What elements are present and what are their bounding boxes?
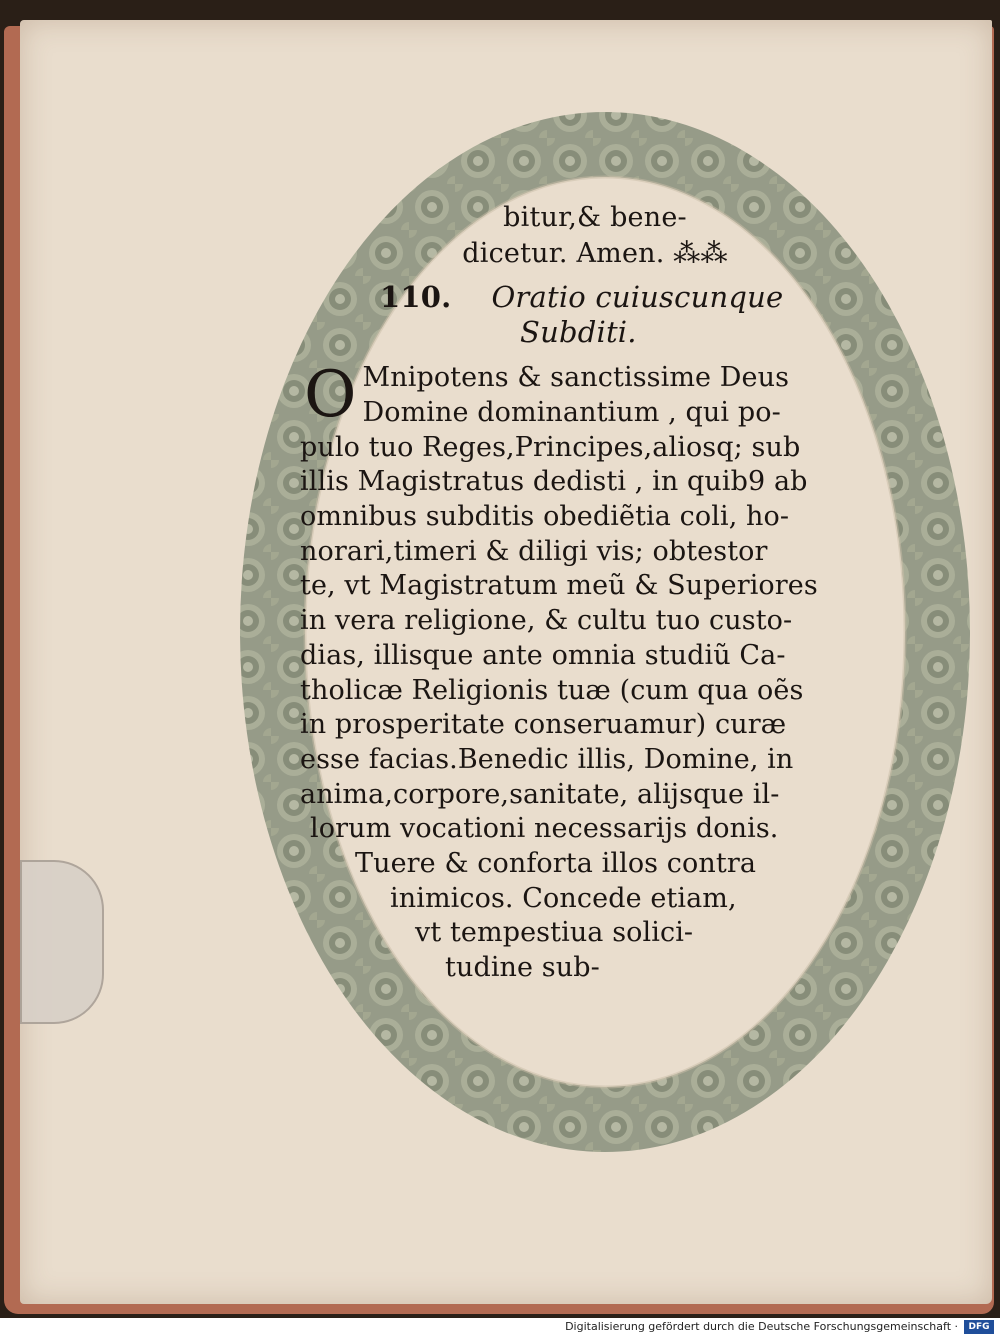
text-line: te, vt Magistratum meũ & Superiores	[300, 570, 818, 602]
text-line: in vera religione, & cultu tuo custo-	[300, 605, 793, 637]
text-line: Mnipotens & sanctissime Deus	[362, 362, 790, 394]
page-clip	[20, 860, 104, 1024]
prayer-title-continued: Subditi.	[520, 315, 637, 350]
text-line: tudine sub-	[445, 952, 600, 984]
text-line: lorum vocationi necessarijs donis.	[310, 813, 779, 845]
text-line: anima,corpore,sanitate, alijsque il-	[300, 778, 780, 810]
prayer-number: 110.	[380, 279, 452, 314]
text-line: esse facias.Benedic illis, Domine, in	[300, 743, 794, 775]
text-line: illis Magistratus dedisti , in quib9 ab	[300, 466, 808, 498]
text-line: Domine dominantium , qui po-	[362, 396, 781, 428]
text-line: norari,timeri & diligi vis; obtestor	[300, 535, 768, 567]
prayer-body	[300, 358, 890, 986]
text-line: bitur,& bene-	[503, 202, 687, 233]
dfg-logo: DFG	[964, 1320, 994, 1334]
page-text	[300, 200, 890, 986]
text-line: dias, illisque ante omnia studiũ Ca-	[300, 639, 786, 671]
text-line: omnibus subditis obediẽtia coli, ho-	[300, 501, 790, 532]
text-line: pulo tuo Reges,Principes,aliosq; sub	[300, 431, 801, 463]
text-line: tholicæ Religionis tuæ (cum qua oẽs	[300, 674, 804, 706]
drop-cap: O	[304, 358, 357, 433]
prayer-title: Oratio cuiuscunque	[491, 279, 784, 314]
footer-credit: Digitalisierung gefördert durch die Deutsche Forschungsgemeinschaft ·	[565, 1320, 958, 1333]
prayer-heading	[300, 280, 890, 316]
text-line: in prosperitate conseruamur) curæ	[300, 709, 787, 741]
book-page	[20, 20, 992, 1304]
text-line: Tuere & conforta illos contra	[355, 848, 757, 880]
text-line: inimicos. Concede etiam,	[390, 882, 737, 914]
text-line: dicetur. Amen. ⁂⁂	[462, 237, 728, 269]
footer-bar	[0, 1318, 1000, 1337]
text-line: vt tempestiua solici-	[415, 917, 694, 949]
